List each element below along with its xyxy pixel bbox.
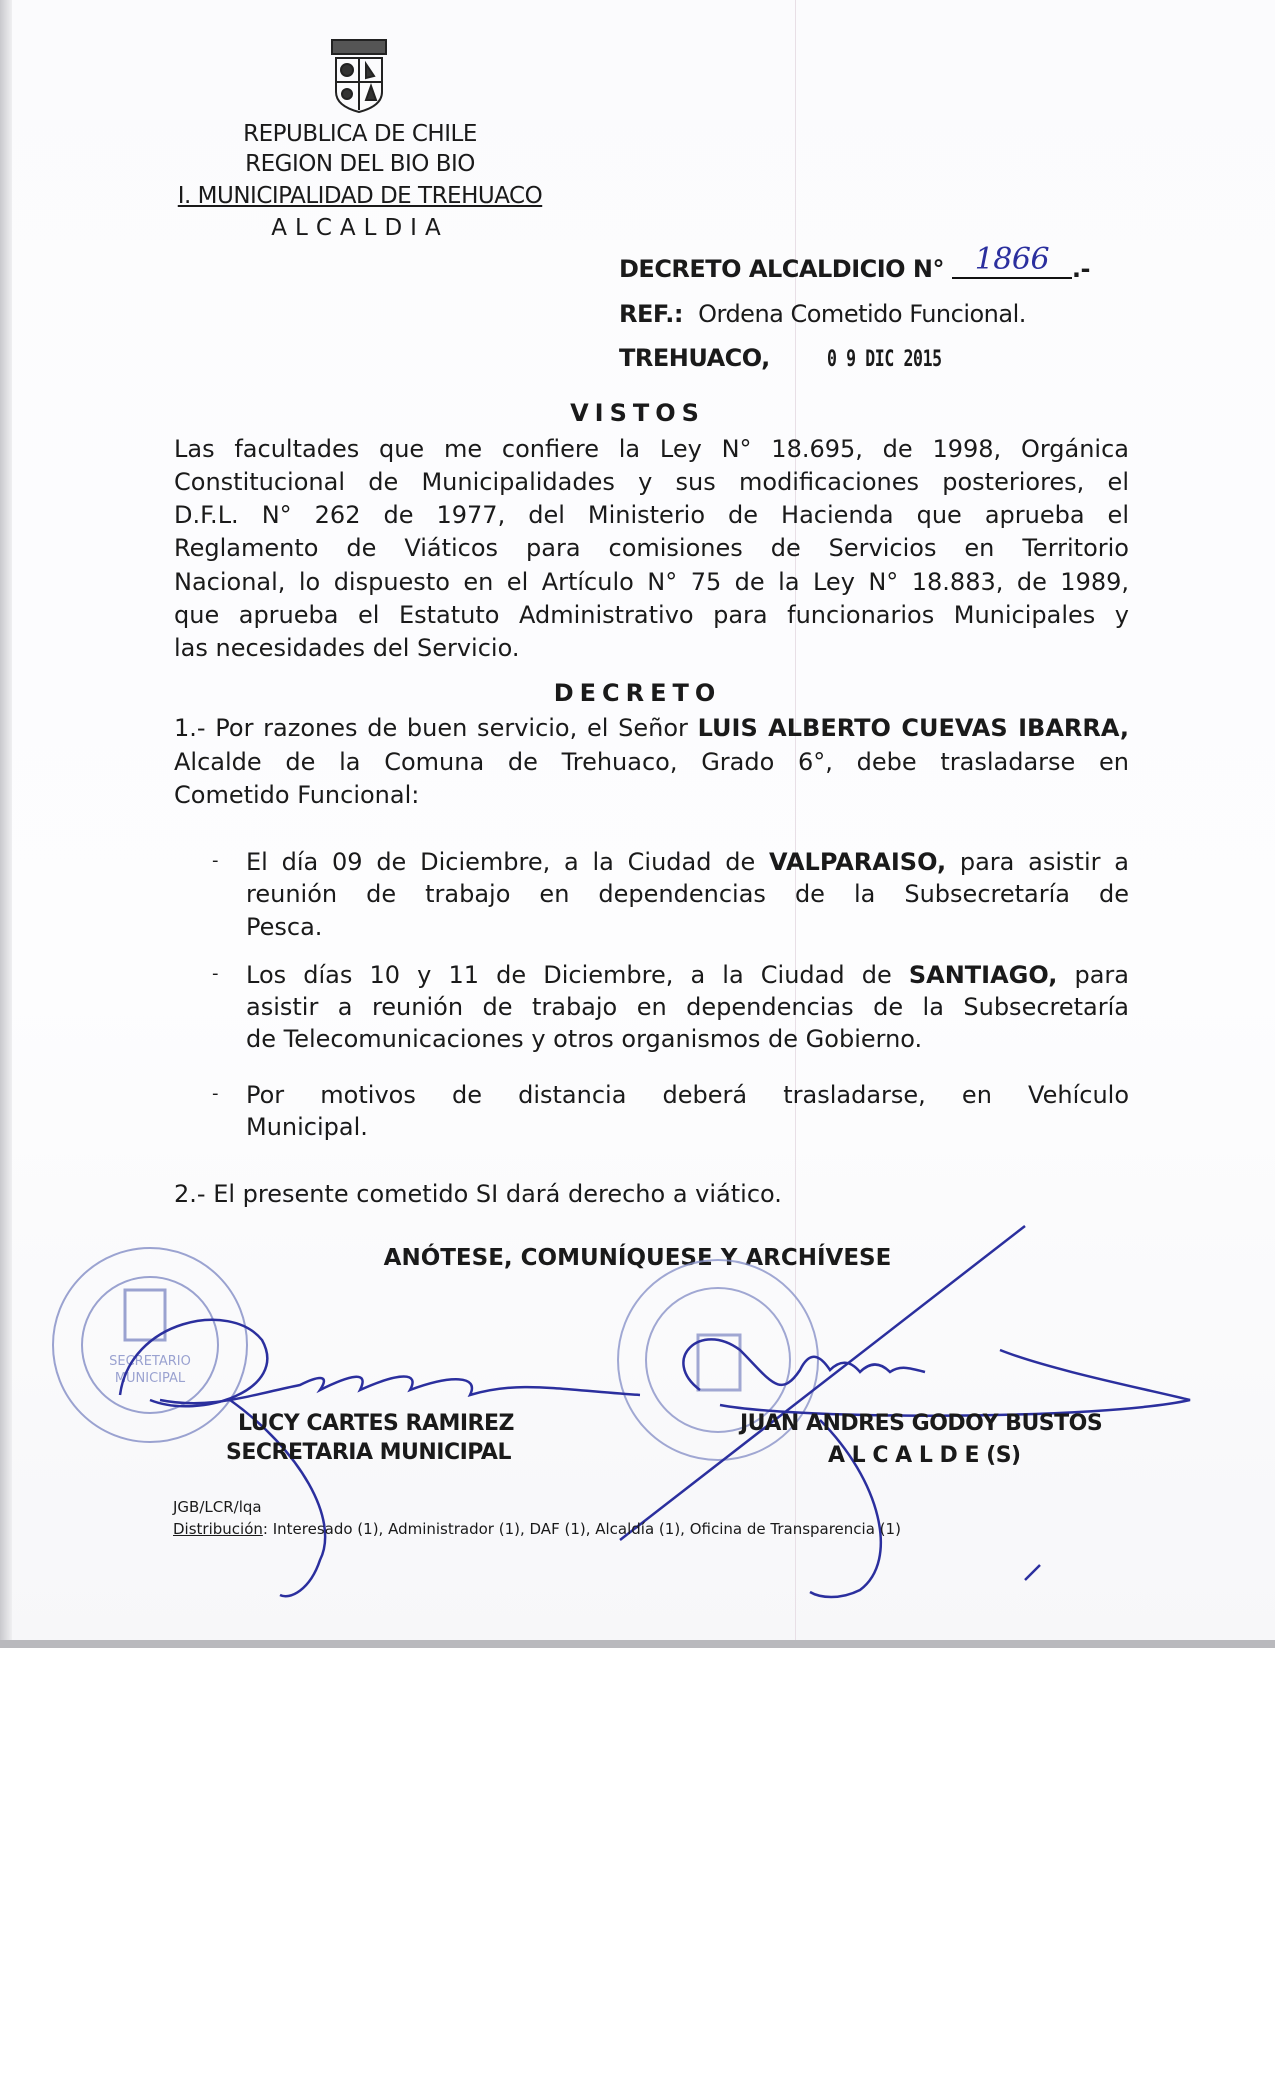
header-region: REGION DEL BIO BIO — [245, 151, 475, 177]
svg-text:SECRETARIO: SECRETARIO — [109, 1354, 191, 1369]
distribution-text: : Interesado (1), Administrador (1), DAF (1), Alcaldía (1), Oficina de Transparencia (1) — [262, 1520, 901, 1538]
left-signer-name: LUCY CARTES RAMIREZ — [238, 1411, 514, 1436]
scan-bottom-edge — [0, 1640, 1275, 1648]
official-name: LUIS ALBERTO CUEVAS IBARRA, — [697, 714, 1129, 742]
bullet-line: Municipal. — [246, 1113, 368, 1141]
decreto-heading: DECRETO — [553, 679, 722, 707]
reference-line — [619, 300, 1026, 328]
bullet-marker: - — [212, 963, 219, 984]
scan-edge — [0, 0, 12, 1645]
bullet-text: Los días 10 y 11 de Diciembre, a la Ciudad de — [246, 961, 892, 989]
bullet-line: asistir a reunión de trabajo en dependencias de la Subsecretaría — [246, 993, 1129, 1021]
place: TREHUACO, — [619, 344, 770, 372]
bullet-text: para asistir a — [959, 848, 1129, 876]
bullet-line: Pesca. — [246, 913, 323, 941]
item1-line: Alcalde de la Comuna de Trehuaco, Grado 6°, debe trasladarse en — [174, 748, 1129, 776]
decree-number-suffix: .- — [1071, 255, 1090, 283]
header-municipality: I. MUNICIPALIDAD DE TREHUACO — [177, 183, 543, 209]
ref-label: REF.: — [619, 300, 683, 328]
vistos-line: Las facultades que me confiere la Ley N° 18.695, de 1998, Orgánica — [174, 435, 1129, 463]
initials: JGB/LCR/lqa — [173, 1498, 262, 1516]
city-valparaiso: VALPARAISO, — [769, 848, 947, 876]
right-signer-title: A L C A L D E (S) — [828, 1443, 1021, 1468]
left-signer-title: SECRETARIA MUNICIPAL — [226, 1440, 511, 1465]
date-stamp: 0 9 DIC 2015 — [826, 347, 942, 372]
item1-text: 1.- Por razones de buen servicio, el Señor — [174, 714, 688, 742]
bullet-line: Por motivos de distancia deberá trasladarse, en Vehículo — [246, 1081, 1129, 1109]
bullet-marker: - — [212, 1083, 219, 1104]
fold-line — [795, 0, 796, 1645]
vistos-line: Constitucional de Municipalidades y sus modificaciones posteriores, el — [174, 468, 1129, 496]
header-department: ALCALDIA — [271, 215, 449, 241]
item1-line — [174, 712, 1129, 744]
decree-title: DECRETO ALCALDICIO N° — [619, 255, 945, 283]
right-signer-name: JUAN ANDRES GODOY BUSTOS — [740, 1411, 1103, 1436]
vistos-line: D.F.L. N° 262 de 1977, del Ministerio de Hacienda que aprueba el — [174, 501, 1129, 529]
distribution-line — [173, 1520, 901, 1538]
bullet-line — [246, 846, 1129, 878]
decree-number: 1866 — [952, 242, 1072, 279]
city-santiago: SANTIAGO, — [908, 961, 1058, 989]
bullet-marker: - — [212, 850, 219, 871]
decree-number-line — [619, 242, 1090, 287]
distribution-label: Distribución — [173, 1520, 263, 1538]
bullet-line: de Telecomunicaciones y otros organismos de Gobierno. — [246, 1025, 923, 1053]
item1-line: Cometido Funcional: — [174, 781, 420, 809]
place-date-line — [619, 344, 980, 372]
ref-text: Ordena Cometido Funcional. — [698, 300, 1026, 328]
bullet-text: El día 09 de Diciembre, a la Ciudad de — [246, 848, 756, 876]
vistos-line: que aprueba el Estatuto Administrativo para funcionarios Municipales y — [174, 601, 1129, 629]
item2-line: 2.- El presente cometido SI dará derecho a viático. — [174, 1180, 782, 1208]
header-country: REPUBLICA DE CHILE — [243, 121, 477, 147]
vistos-line: Reglamento de Viáticos para comisiones de Servicios en Territorio — [174, 534, 1129, 562]
left-stamp-icon — [53, 1248, 247, 1442]
vistos-line: las necesidades del Servicio. — [174, 634, 520, 662]
closing-formula: ANÓTESE, COMUNÍQUESE Y ARCHÍVESE — [383, 1245, 892, 1271]
bullet-line — [246, 959, 1129, 991]
svg-text:MUNICIPAL: MUNICIPAL — [114, 1371, 186, 1386]
vistos-heading: VISTOS — [570, 399, 705, 427]
bullet-line: reunión de trabajo en dependencias de la Subsecretaría de — [246, 880, 1129, 908]
vistos-line: Nacional, lo dispuesto en el Artículo N° 75 de la Ley N° 18.883, de 1989, — [174, 568, 1129, 596]
bullet-text: para — [1074, 961, 1129, 989]
